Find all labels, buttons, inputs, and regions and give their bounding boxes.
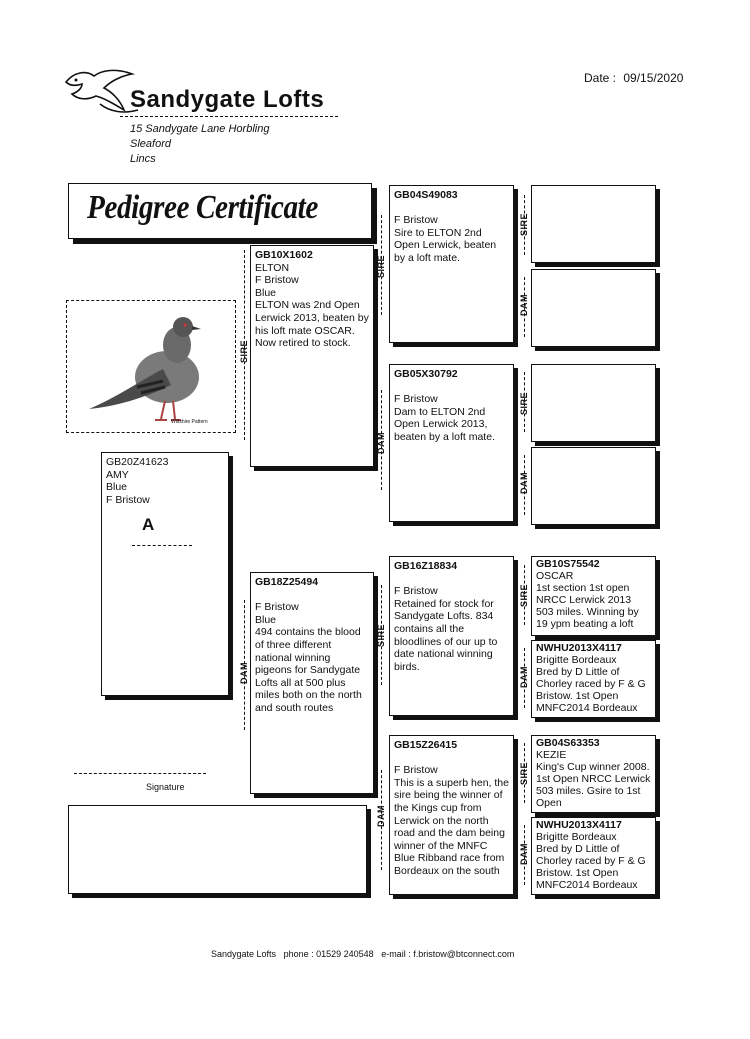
subject-grade: A	[142, 515, 155, 534]
sire-dam-spacer	[394, 381, 509, 394]
sds-card	[531, 364, 656, 442]
certificate-title: Pedigree Certificate	[87, 189, 318, 226]
dam-dam-breeder: F Bristow	[394, 764, 438, 777]
date-value: 09/15/2020	[623, 71, 684, 85]
sire-dam-label: DAM	[376, 432, 386, 454]
dam-dam-label: DAM	[376, 805, 386, 827]
dss-description: 1st section 1st open NRCC Lerwick 2013 503 miles. Winning by 19 ypm beating a loft	[536, 582, 639, 630]
dam-label: DAM	[239, 662, 249, 684]
sire-description: ELTON was 2nd Open Lerwick 2013, beaten by his loft mate OSCAR. Now retired to stock.	[255, 299, 369, 350]
dove-logo-icon	[60, 64, 140, 114]
dds-description: King's Cup winner 2008. 1st Open NRCC Lerwick 503 miles. Gsire to 1st Open	[536, 761, 651, 809]
sire-label: SIRE	[239, 340, 249, 364]
address-block	[130, 122, 269, 167]
dss-name: OSCAR	[536, 570, 574, 582]
subject-grade-underline	[132, 545, 192, 546]
dam-sire-card	[389, 556, 514, 716]
dam-card	[250, 572, 374, 794]
date-label: Date :	[584, 71, 617, 85]
sire-name: ELTON	[255, 261, 290, 274]
ddd-name: Brigitte Bordeaux	[536, 831, 617, 843]
sire-sire-description: Sire to ELTON 2nd Open Lerwick, beaten by a loft mate.	[394, 226, 497, 264]
ddd-ring-number: NWHU2013X4117	[536, 819, 622, 831]
footer-phone: phone : 01529 240548	[283, 949, 374, 959]
dam-dam-ring-number: GB15Z26415	[394, 739, 458, 751]
sss-card	[531, 185, 656, 263]
address-line-2: Sleaford	[130, 138, 171, 150]
signature-label: Signature	[146, 782, 185, 792]
dsd-name: Brigitte Bordeaux	[536, 654, 617, 666]
sds-label: SIRE	[519, 392, 529, 416]
loft-name-logo: Sandygate Lofts	[130, 86, 325, 113]
ssd-label: DAM	[519, 294, 529, 316]
subject-breeder: F Bristow	[106, 493, 150, 506]
address-line-3: Lincs	[130, 153, 156, 165]
photo-caption: Wiltshire Pattern	[171, 419, 208, 425]
dsd-ring-number: NWHU2013X4117	[536, 642, 622, 654]
sire-dam-card	[389, 364, 514, 522]
sdd-label: DAM	[519, 472, 529, 494]
sire-card	[250, 245, 374, 467]
footer-loft-name: Sandygate Lofts	[211, 949, 277, 959]
dss-label: SIRE	[519, 584, 529, 608]
sire-sire-card	[389, 185, 514, 343]
sire-breeder: F Bristow	[255, 274, 299, 287]
sire-dam-ring-number: GB05X30792	[394, 368, 458, 380]
dam-dam-description: This is a superb hen, the sire being the winner of the Kings cup from Lerwick on the north road and the dam being winner of the MNFC Blue Ribband race from Bordeaux on the south	[394, 776, 509, 877]
subject-ring-number: GB20Z41623	[106, 456, 169, 468]
date-display	[584, 71, 683, 85]
sire-ring-number: GB10X1602	[255, 249, 313, 261]
dss-card	[531, 556, 656, 636]
footer-contact	[211, 949, 514, 959]
dam-spacer	[255, 589, 369, 602]
subject-bird-card	[101, 452, 229, 696]
sire-sire-ring-number: GB04S49083	[394, 189, 458, 201]
dam-ring-number: GB18Z25494	[255, 576, 319, 588]
ddd-card	[531, 817, 656, 895]
dam-sire-description: Retained for stock for Sandygate Lofts. 834 contains all the bloodlines of our up to date national winning birds.	[394, 597, 498, 673]
address-line-1: 15 Sandygate Lane Horbling	[130, 123, 270, 135]
dam-color: Blue	[255, 613, 277, 626]
dds-card	[531, 735, 656, 813]
dsd-card	[531, 640, 656, 718]
dds-label: SIRE	[519, 762, 529, 786]
sire-sire-label: SIRE	[376, 255, 386, 279]
sire-color: Blue	[255, 286, 277, 299]
sire-dam-breeder: F Bristow	[394, 393, 438, 406]
dds-ring-number: GB04S63353	[536, 737, 600, 749]
sire-sire-spacer	[394, 202, 509, 215]
ddd-label: DAM	[519, 843, 529, 865]
dss-ring-number: GB10S75542	[536, 558, 600, 570]
dam-dam-spacer	[394, 752, 509, 765]
dam-sire-breeder: F Bristow	[394, 585, 438, 598]
dam-description: 494 contains the blood of three different national winning pigeons for Sandygate Lofts all at 500 plus miles both on the north and south routes	[255, 626, 362, 714]
sire-sire-breeder: F Bristow	[394, 214, 438, 227]
dsd-description: Bred by D Little of Chorley raced by F & G Bristow. 1st Open MNFC2014 Bordeaux	[536, 666, 646, 714]
signature-line	[74, 773, 206, 774]
dam-sire-label: SIRE	[376, 624, 386, 648]
sss-label: SIRE	[519, 213, 529, 237]
certificate-title-box	[68, 183, 372, 239]
dam-sire-ring-number: GB16Z18834	[394, 560, 458, 572]
dam-dam-card	[389, 735, 514, 895]
pigeon-photo-frame	[66, 300, 236, 433]
dds-name: KEZIE	[536, 749, 567, 761]
subject-color: Blue	[106, 481, 128, 494]
subject-name: AMY	[106, 468, 129, 481]
dsd-label: DAM	[519, 666, 529, 688]
footer-email: e-mail : f.bristow@btconnect.com	[381, 949, 515, 959]
sdd-card	[531, 447, 656, 525]
pigeon-photo-icon	[67, 301, 235, 432]
logo-underline	[120, 116, 338, 117]
dam-breeder: F Bristow	[255, 601, 299, 614]
ddd-description: Bred by D Little of Chorley raced by F & G Bristow. 1st Open MNFC2014 Bordeaux	[536, 843, 646, 891]
notes-box	[68, 805, 367, 894]
ssd-card	[531, 269, 656, 347]
dam-sire-spacer	[394, 573, 509, 586]
sire-dam-description: Dam to ELTON 2nd Open Lerwick 2013, beaten by a loft mate.	[394, 405, 495, 443]
